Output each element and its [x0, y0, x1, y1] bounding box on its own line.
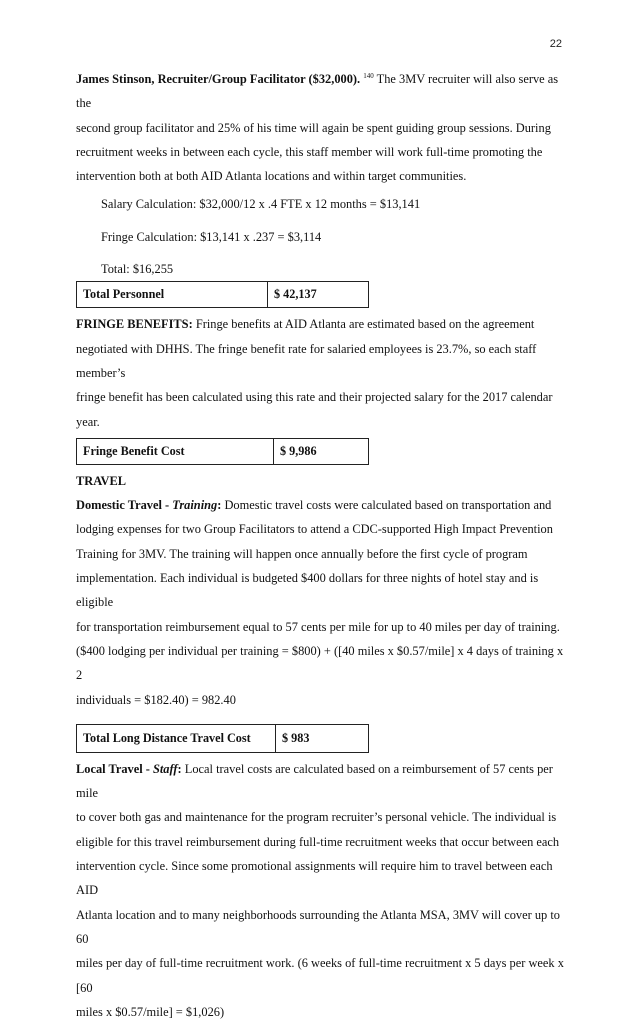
stinson-paragraph — [76, 64, 564, 188]
fringe-cost-value: $ 9,986 — [274, 438, 369, 464]
total-personnel-table — [76, 281, 369, 308]
local-line-3: eligible for this travel reimbursement during full-time recruitment weeks that occur between each — [76, 834, 560, 849]
document-body — [76, 64, 564, 1024]
domestic-lead: Domestic Travel - — [76, 498, 173, 513]
long-distance-label: Total Long Distance Travel Cost — [77, 724, 276, 752]
domestic-line-2: lodging expenses for two Group Facilitators to attend a CDC-supported High Impact Prevention — [76, 522, 553, 537]
fringe-line-2: negotiated with DHHS. The fringe benefit rate for salaried employees is 23.7%, so each staff member’s — [76, 341, 537, 380]
stinson-total: Total: $16,255 — [101, 262, 174, 277]
domestic-line-4: implementation. Each individual is budgeted $400 dollars for three nights of hotel stay and is eligible — [76, 571, 539, 610]
fringe-calculation: Fringe Calculation: $13,141 x .237 = $3,114 — [101, 229, 322, 244]
fringe-line-3: fringe benefit has been calculated using this rate and their projected salary for the 2017 calendar year. — [76, 390, 553, 429]
fringe-line-1: Fringe benefits at AID Atlanta are estimated based on the agreement — [195, 317, 535, 332]
page-number: 22 — [549, 38, 562, 50]
footnote-ref: 140 — [363, 72, 374, 80]
fringe-paragraph — [76, 312, 564, 433]
local-line-2: to cover both gas and maintenance for the program recruiter’s personal vehicle. The individual is — [76, 810, 557, 825]
stinson-lead: James Stinson, Recruiter/Group Facilitator ($32,000). — [76, 72, 361, 86]
stinson-line-1: The 3MV recruiter will also serve as the — [76, 72, 559, 111]
local-lead-italic: Staff — [152, 761, 178, 776]
local-line-5: Atlanta location and to many neighborhoods surrounding the Atlanta MSA, 3MV will cover up to 60 — [76, 907, 560, 946]
travel-heading: TRAVEL — [76, 473, 127, 488]
domestic-line-1: Domestic travel costs were calculated based on transportation and — [224, 498, 552, 513]
long-distance-travel-table — [76, 724, 369, 753]
domestic-travel-paragraph — [76, 493, 564, 712]
local-lead: Local Travel - — [76, 761, 153, 776]
long-distance-value: $ 983 — [276, 724, 369, 752]
fringe-cost-table — [76, 438, 369, 465]
domestic-colon: : — [217, 498, 222, 513]
stinson-line-3: recruitment weeks in between each cycle, this staff member will work full-time promoting the — [76, 144, 543, 159]
domestic-line-3: Training for 3MV. The training will happen once annually before the first cycle of program — [76, 546, 528, 561]
stinson-line-4: intervention both at both AID Atlanta locations and within target communities. — [76, 169, 467, 184]
local-line-1: Local travel costs are calculated based on a reimbursement of 57 cents per mile — [76, 761, 553, 801]
domestic-line-7: individuals = $182.40) = 982.40 — [76, 692, 236, 707]
local-colon: : — [177, 761, 182, 776]
domestic-line-5: for transportation reimbursement equal to 57 cents per mile for up to 40 miles per day of training. — [76, 619, 560, 634]
salary-calculation: Salary Calculation: $32,000/12 x .4 FTE x 12 months = $13,141 — [101, 197, 421, 212]
stinson-line-2: second group facilitator and 25% of his time will again be spent guiding group sessions. During — [76, 120, 551, 135]
fringe-lead: FRINGE BENEFITS: — [76, 317, 193, 332]
local-line-4: intervention cycle. Since some promotional assignments will require him to travel between each AID — [76, 859, 553, 898]
local-line-7: miles x $0.57/mile] = $1,026) — [76, 1004, 225, 1019]
local-line-6: miles per day of full-time recruitment work. (6 weeks of full-time recruitment x 5 days per week x [60 — [76, 956, 564, 995]
total-personnel-label: Total Personnel — [77, 282, 268, 308]
fringe-cost-label: Fringe Benefit Cost — [77, 438, 274, 464]
domestic-line-6: ($400 lodging per individual per training = $800) + ([40 miles x $0.57/mile] x 4 days of training x 2 — [76, 643, 564, 683]
domestic-lead-italic: Training — [172, 498, 218, 513]
local-travel-paragraph — [76, 757, 564, 1024]
total-personnel-value: $ 42,137 — [268, 282, 369, 308]
